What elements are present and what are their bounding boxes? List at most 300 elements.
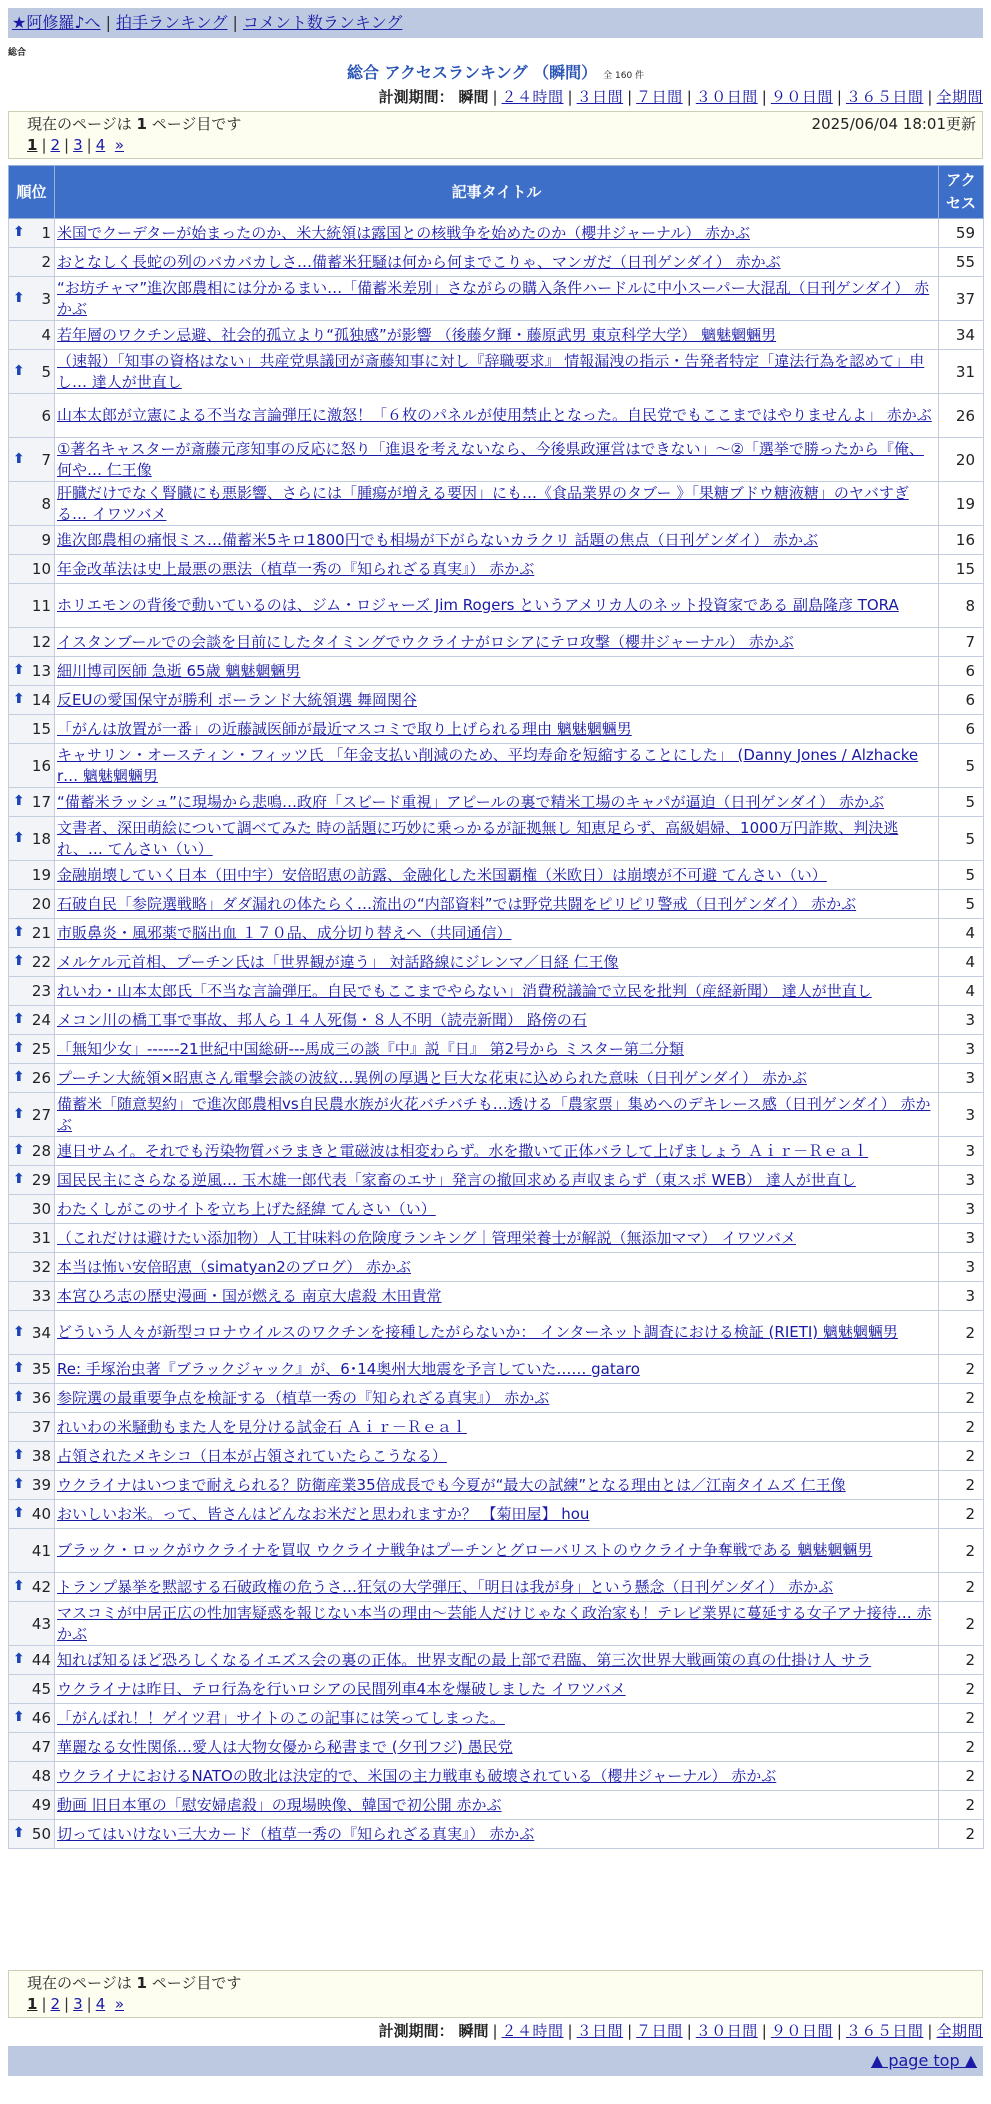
title-cell [55, 1762, 939, 1791]
rank-number: 14 [31, 691, 51, 709]
rank-cell [9, 628, 55, 657]
rank-number: 18 [31, 829, 51, 848]
page-link-4[interactable]: 4 [95, 136, 106, 154]
rank-number: 33 [31, 1287, 51, 1305]
table-row [9, 715, 984, 744]
footer-bar [8, 2046, 983, 2076]
period-separator: | [761, 2022, 767, 2040]
title-cell [55, 438, 939, 482]
rank-cell [9, 919, 55, 948]
article-title-link[interactable]: 本宮ひろ志の歴史漫画・国が燃える 南京大虐殺 木田貴常 [57, 1286, 442, 1305]
article-title-link[interactable]: ①著名キャスターが斎藤元彦知事の反応に怒り「進退を考えないなら、今後県政運営はできない」～②「選挙で勝ったから『俺、何や… 仁王像 [57, 439, 924, 479]
title-cell [55, 555, 939, 584]
rank-number: 37 [31, 1418, 51, 1436]
rank-up-arrow-icon: ⬆ [13, 924, 25, 940]
period-link-30d[interactable]: ３０日間 [695, 2022, 758, 2040]
rank-up-arrow-icon: ⬆ [13, 1142, 25, 1158]
rank-cell [9, 1442, 55, 1471]
rank-number: 12 [31, 633, 51, 651]
table-row [9, 1035, 984, 1064]
rank-cell [9, 438, 55, 482]
period-separator: | [927, 2022, 933, 2040]
table-row [9, 277, 984, 321]
pager-current-number: 1 [136, 115, 147, 133]
table-row [9, 1355, 984, 1384]
rank-number: 7 [41, 450, 51, 469]
title-cell [55, 1602, 939, 1646]
rank-cell [9, 788, 55, 817]
rank-number: 24 [31, 1011, 51, 1029]
table-row [9, 861, 984, 890]
article-title-link[interactable]: 肝臓だけでなく腎臓にも悪影響、さらには「腫瘍が増える要因」にも…《食品業界のタブー 》「果糖ブドウ糖液糖」のヤバすぎる… イワツバメ [57, 483, 909, 523]
article-title-link[interactable]: マスコミが中居正広の性加害疑惑を報じない本当の理由〜芸能人だけじゃなく政治家も！テレビ業界に蔓延する女子アナ接待… 赤かぶ [57, 1603, 932, 1643]
pager-separator: | [86, 136, 92, 154]
rank-number: 35 [31, 1360, 51, 1378]
table-row [9, 1646, 984, 1675]
pager-bottom [8, 1970, 983, 2018]
nav-link-comment-ranking[interactable]: コメント数ランキング [242, 13, 403, 32]
table-row [9, 1282, 984, 1311]
period-separator: | [836, 2022, 842, 2040]
title-cell [55, 1675, 939, 1704]
period-link-90d[interactable]: ９０日間 [770, 2022, 833, 2040]
article-title-link[interactable]: 動画 旧日本軍の「慰安婦虐殺」の現場映像、韓国で初公開 赤かぶ [57, 1795, 502, 1814]
article-title-link[interactable]: 年金改革法は史上最悪の悪法（植草一秀の『知られざる真実』） 赤かぶ [57, 559, 535, 578]
next-page-link[interactable]: » [114, 136, 124, 154]
access-count: 2 [939, 1471, 984, 1500]
table-row [9, 526, 984, 555]
rank-number: 47 [31, 1738, 51, 1756]
article-title-link[interactable]: ウクライナはいつまで耐えられる？防衛産業35倍成長でも今夏が“最大の試練”となる理由とは／江南タイムズ 仁王像 [57, 1475, 846, 1494]
pager-links [27, 135, 970, 156]
page-link-3[interactable]: 3 [73, 136, 83, 154]
table-row [9, 438, 984, 482]
rank-cell [9, 482, 55, 526]
table-row [9, 1166, 984, 1195]
article-title-link[interactable]: 国民民主にさらなる逆風… 玉木雄一郎代表「家畜のエサ」発言の撤回求める声収まらず（東スポ WEB） 達人が世直し [57, 1170, 856, 1189]
access-count: 5 [939, 788, 984, 817]
title-cell [55, 1166, 939, 1195]
rank-cell [9, 555, 55, 584]
title-cell [55, 1064, 939, 1093]
rank-number: 32 [31, 1258, 51, 1276]
table-row [9, 1602, 984, 1646]
period-separator: | [927, 88, 933, 106]
rank-number: 41 [31, 1541, 51, 1560]
rank-cell [9, 1500, 55, 1529]
access-count: 3 [939, 1224, 984, 1253]
article-title-link[interactable]: プーチン大統領×昭恵さん電撃会談の波紋…異例の厚遇と巨大な花束に込められた意味（日刊ゲンダイ） 赤かぶ [57, 1068, 807, 1087]
rank-up-arrow-icon: ⬆ [13, 1040, 25, 1056]
rank-number: 40 [31, 1505, 51, 1523]
pager-text: 現在のページは [27, 115, 132, 133]
pager-separator: | [64, 1995, 70, 2013]
article-title-link[interactable]: 米国でクーデターが始まったのか、米大統領は露国との核戦争を始めたのか（櫻井ジャーナル） 赤かぶ [57, 223, 750, 242]
table-row [9, 1675, 984, 1704]
table-row [9, 1006, 984, 1035]
page-top-link[interactable]: ▲ page top ▲ [870, 2051, 977, 2070]
access-count: 3 [939, 1166, 984, 1195]
table-row [9, 919, 984, 948]
pager-current-number: 1 [136, 1974, 147, 1992]
rank-number: 5 [41, 362, 51, 381]
title-cell [55, 1573, 939, 1602]
rank-number: 45 [31, 1680, 51, 1698]
rank-up-arrow-icon: ⬆ [13, 1389, 25, 1405]
rank-number: 48 [31, 1767, 51, 1785]
access-count: 8 [939, 584, 984, 628]
article-title-link[interactable]: 反EUの愛国保守が勝利 ポーランド大統領選 舞岡関谷 [57, 690, 417, 709]
article-title-link[interactable]: 華麗なる女性関係…愛人は大物女優から秘書まで (夕刊フジ) 愚民党 [57, 1737, 513, 1756]
rank-number: 28 [31, 1142, 51, 1160]
top-nav-bar [8, 8, 983, 38]
title-cell [55, 1282, 939, 1311]
nav-separator: | [232, 13, 238, 32]
article-title-link[interactable]: “備蓄米ラッシュ”に現場から悲鳴…政府「スピード重視」アピールの裏で精米工場のキャパが逼迫（日刊ゲンダイ） 赤かぶ [57, 792, 885, 811]
period-label: 計測期間： [378, 88, 454, 106]
period-selector-bottom [379, 2020, 983, 2041]
article-title-link[interactable]: メコン川の橋工事で事故、邦人ら１４人死傷・８人不明（読売新聞） 路傍の石 [57, 1010, 587, 1029]
period-separator: | [567, 88, 573, 106]
rank-number: 38 [31, 1447, 51, 1465]
title-cell [55, 482, 939, 526]
rank-cell [9, 1762, 55, 1791]
period-current: 瞬間 [458, 88, 489, 106]
article-title-link[interactable]: 文書者、深田萌絵について調べてみた 時の話題に巧妙に乗っかるが証拠無し 知恵足らず、高級娼婦、1000万円詐欺、判決逃れ、… てんさい（い） [57, 818, 899, 858]
rank-cell [9, 350, 55, 394]
access-count: 5 [939, 861, 984, 890]
header-rank [9, 166, 55, 219]
rank-up-arrow-icon: ⬆ [13, 362, 25, 379]
article-title-link[interactable]: 連日サムイ。それでも汚染物質バラまきと電磁波は相変わらず。水を撒いて正体バラして上げましょう Ａｉｒ－Ｒｅａｌ [57, 1141, 869, 1160]
access-count: 2 [939, 1573, 984, 1602]
article-title-link[interactable]: 本当は怖い安倍昭恵（simatyan2のブログ） 赤かぶ [57, 1257, 412, 1276]
rank-number: 26 [31, 1069, 51, 1087]
article-title-link[interactable]: 知れば知るほど恐ろしくなるイエズス会の裏の正体。世界支配の最上部で君臨、第三次世界大戦画策の真の仕掛け人 サラ [57, 1650, 872, 1669]
article-title-link[interactable]: キャサリン・オースティン・フィッツ氏 「年金支払い削減のため、平均寿命を短縮することにした」 (Danny Jones / Alzhacker… 魑魅魍魎男 [57, 745, 919, 785]
table-row [9, 584, 984, 628]
table-row [9, 1253, 984, 1282]
access-count: 4 [939, 919, 984, 948]
access-count: 3 [939, 1137, 984, 1166]
rank-number: 6 [41, 406, 51, 425]
rank-number: 11 [31, 596, 51, 615]
article-title-link[interactable]: 山本太郎が立憲による不当な言論弾圧に激怒！「６枚のパネルが使用禁止となった。自民党でもここまではやりませんよ」 赤かぶ [57, 406, 932, 424]
table-row [9, 1442, 984, 1471]
table-row [9, 1704, 984, 1733]
title-cell [55, 1791, 939, 1820]
article-title-link[interactable]: 市販鼻炎・風邪薬で脳出血 １７０品、成分切り替えへ（共同通信） [57, 923, 512, 942]
period-label: 計測期間： [378, 2022, 454, 2040]
rank-cell [9, 248, 55, 277]
access-count: 5 [939, 744, 984, 788]
rank-up-arrow-icon: ⬆ [13, 1323, 25, 1340]
rank-number: 16 [31, 756, 51, 775]
table-row [9, 1195, 984, 1224]
title-cell [55, 350, 939, 394]
article-title-link[interactable]: ウクライナにおけるNATOの敗北は決定的で、米国の主力戦車も破壊されている（櫻井ジャーナル） 赤かぶ [57, 1766, 777, 1785]
article-title-link[interactable]: 若年層のワクチン忌避、社会的孤立より“孤独感”が影響 （後藤夕輝・藤原武男 東京科学大学） 魑魅魍魎男 [57, 325, 777, 344]
header-access-label: アクセス [946, 171, 977, 212]
table-row [9, 1762, 984, 1791]
rank-up-arrow-icon: ⬆ [13, 224, 25, 240]
rank-number: 23 [31, 982, 51, 1000]
article-title-link[interactable]: れいわの米騒動もまた人を見分ける試金石 Ａｉｒ－Ｒｅａｌ [57, 1417, 467, 1436]
access-count: 2 [939, 1529, 984, 1573]
rank-number: 25 [31, 1040, 51, 1058]
access-count: 2 [939, 1704, 984, 1733]
rank-cell [9, 394, 55, 438]
article-title-link[interactable]: Re: 手塚治虫著『ブラックジャック』が、6･14奥州大地震を予言していた…… gataro [57, 1359, 640, 1378]
table-row [9, 628, 984, 657]
rank-cell [9, 1006, 55, 1035]
article-title-link[interactable]: 金融崩壊していく日本（田中宇）安倍昭恵の訪露、金融化した米国覇権（米欧日）は崩壊が不可避 てんさい（い） [57, 865, 827, 884]
page-link-3[interactable]: 3 [73, 1995, 83, 2013]
rank-cell [9, 1791, 55, 1820]
table-row [9, 948, 984, 977]
pager-separator: | [64, 136, 70, 154]
page-link-4[interactable]: 4 [95, 1995, 106, 2013]
article-title-link[interactable]: おとなしく長蛇の列のバカバカしさ…備蓄米狂騒は何から何までこりゃ、マンガだ（日刊ゲンダイ） 赤かぶ [57, 252, 781, 271]
header-rank-label: 順位 [16, 182, 47, 201]
table-row [9, 657, 984, 686]
period-separator: | [686, 88, 692, 106]
article-title-link[interactable]: おいしいお米。って、皆さんはどんなお米だと思われますか？ 【菊田屋】 hou [57, 1504, 590, 1523]
rank-cell [9, 1224, 55, 1253]
rank-number: 50 [31, 1825, 51, 1843]
title-cell [55, 686, 939, 715]
header-title: 記事タイトル [55, 166, 939, 219]
rank-number: 46 [31, 1709, 51, 1727]
period-separator: | [836, 88, 842, 106]
rank-cell [9, 861, 55, 890]
title-cell [55, 526, 939, 555]
period-link-7d[interactable]: ７日間 [636, 2022, 683, 2040]
period-separator: | [627, 2022, 633, 2040]
pager-top [8, 111, 983, 159]
rank-up-arrow-icon: ⬆ [13, 1171, 25, 1187]
table-row [9, 817, 984, 861]
rank-number: 49 [31, 1796, 51, 1814]
access-count: 2 [939, 1646, 984, 1675]
rank-cell [9, 977, 55, 1006]
table-row [9, 1093, 984, 1137]
table-row [9, 1471, 984, 1500]
table-row [9, 1224, 984, 1253]
section-label: 総合 [8, 48, 27, 58]
article-title-link[interactable]: “お坊チャマ”進次郎農相には分かるまい…「備蓄米差別」さながらの購入条件ハードルに中小スーパー大混乱（日刊ゲンダイ） 赤かぶ [57, 278, 930, 318]
rank-number: 4 [41, 326, 51, 344]
period-link-365d[interactable]: ３６５日間 [845, 2022, 924, 2040]
article-title-link[interactable]: どういう人々が新型コロナウイルスのワクチンを接種したがらないか： インターネット調査における検証 (RIETI) 魑魅魍魎男 [57, 1323, 898, 1341]
article-title-link[interactable]: 参院選の最重要争点を検証する（植草一秀の『知られざる真実』） 赤かぶ [57, 1388, 550, 1407]
rank-number: 19 [31, 866, 51, 884]
period-link-90d[interactable]: ９０日間 [770, 88, 833, 106]
rank-cell [9, 1384, 55, 1413]
rank-number: 2 [41, 253, 51, 271]
rank-up-arrow-icon: ⬆ [13, 1578, 25, 1594]
rank-number: 39 [31, 1476, 51, 1494]
next-page-link[interactable]: » [114, 1995, 124, 2013]
table-row [9, 788, 984, 817]
rank-number: 42 [31, 1578, 51, 1596]
article-title-link[interactable]: れいわ・山本太郎氏「不当な言論弾圧。自民でもここまでやらない」消費税議論で立民を批判（産経新聞） 達人が世直し [57, 981, 872, 1000]
access-count: 4 [939, 977, 984, 1006]
rank-cell [9, 1471, 55, 1500]
title-cell [55, 861, 939, 890]
rank-number: 13 [31, 662, 51, 680]
table-row [9, 248, 984, 277]
rank-cell [9, 1137, 55, 1166]
period-link-3d[interactable]: ３日間 [576, 88, 624, 106]
nav-separator: | [105, 13, 111, 32]
pager-separator: | [86, 1995, 92, 2013]
rank-up-arrow-icon: ⬆ [13, 1651, 25, 1667]
article-title-link[interactable]: 細川博司医師 急逝 65歳 魑魅魍魎男 [57, 661, 301, 680]
page-link-2[interactable]: 2 [50, 1995, 61, 2013]
period-link-24h[interactable]: ２４時間 [501, 2022, 564, 2040]
title-cell [55, 1471, 939, 1500]
access-count: 6 [939, 715, 984, 744]
nav-link-applause-ranking[interactable]: 拍手ランキング [115, 13, 228, 32]
title-cell [55, 788, 939, 817]
access-count: 5 [939, 817, 984, 861]
title-cell [55, 890, 939, 919]
access-count: 31 [939, 350, 984, 394]
rank-number: 10 [31, 560, 51, 578]
access-count: 7 [939, 628, 984, 657]
table-row [9, 219, 984, 248]
table-row [9, 394, 984, 438]
access-count: 2 [939, 1384, 984, 1413]
title-cell [55, 1093, 939, 1137]
title-cell [55, 628, 939, 657]
table-row [9, 1529, 984, 1573]
rank-up-arrow-icon: ⬆ [13, 1105, 25, 1122]
title-cell [55, 948, 939, 977]
rank-cell [9, 1733, 55, 1762]
access-count: 37 [939, 277, 984, 321]
period-link-24h[interactable]: ２４時間 [501, 88, 564, 106]
table-row [9, 1384, 984, 1413]
period-link-3d[interactable]: ３日間 [576, 2022, 624, 2040]
title-cell [55, 248, 939, 277]
period-link-all[interactable]: 全期間 [936, 2022, 983, 2040]
table-row [9, 1820, 984, 1849]
article-title-link[interactable]: （これだけは避けたい添加物）人工甘味料の危険度ランキング｜管理栄養士が解説（無添加ママ） イワツバメ [57, 1228, 797, 1247]
period-link-30d[interactable]: ３０日間 [695, 88, 758, 106]
article-title-link[interactable]: 占領されたメキシコ（日本が占領されていたらこうなる） [57, 1446, 447, 1465]
period-link-all[interactable]: 全期間 [936, 88, 983, 106]
title-cell [55, 1035, 939, 1064]
period-separator: | [492, 88, 498, 106]
rank-up-arrow-icon: ⬆ [13, 691, 25, 707]
rank-cell [9, 1820, 55, 1849]
rank-number: 29 [31, 1171, 51, 1189]
period-link-365d[interactable]: ３６５日間 [845, 88, 924, 106]
article-title-link[interactable]: 「がんは放置が一番」の近藤誠医師が最近マスコミで取り上げられる理由 魑魅魍魎男 [57, 719, 632, 738]
title-cell [55, 1413, 939, 1442]
title-cell [55, 1646, 939, 1675]
article-title-link[interactable]: 備蓄米「随意契約」で進次郎農相vs自民農水族が火花バチバチも…透ける「農家票」集めへのデキレース感（日刊ゲンダイ） 赤かぶ [57, 1094, 931, 1134]
page-1-current: 1 [27, 1995, 38, 2013]
nav-link-asyura[interactable]: ★阿修羅♪へ [12, 13, 101, 32]
table-row [9, 1064, 984, 1093]
article-title-link[interactable]: わたくしがこのサイトを立ち上げた経緯 てんさい（い） [57, 1199, 436, 1218]
rank-cell [9, 715, 55, 744]
access-count: 2 [939, 1311, 984, 1355]
rank-cell [9, 1166, 55, 1195]
rank-cell [9, 1646, 55, 1675]
article-title-link[interactable]: 「無知少女」------21世紀中国総研---馬成三の談『中』説『日』 第2号から ミスター第二分類 [57, 1039, 684, 1058]
article-title-link[interactable]: （速報）「知事の資格はない」共産党県議団が斎藤知事に対し『辞職要求』 情報漏洩の指示・告発者特定「違法行為を認めて」申し… 達人が世直し [57, 351, 925, 391]
table-row [9, 744, 984, 788]
rank-cell [9, 1282, 55, 1311]
article-title-link[interactable]: メルケル元首相、プーチン氏は「世界観が違う」 対話路線にジレンマ／日経 仁王像 [57, 952, 619, 971]
table-row [9, 1573, 984, 1602]
ranking-rows [9, 219, 984, 1849]
rank-up-arrow-icon: ⬆ [13, 1825, 25, 1841]
rank-cell [9, 584, 55, 628]
rank-number: 30 [31, 1200, 51, 1218]
access-count: 3 [939, 1195, 984, 1224]
article-title-link[interactable]: ウクライナは昨日、テロ行為を行いロシアの民間列車4本を爆破しました イワツバメ [57, 1679, 626, 1698]
period-link-7d[interactable]: ７日間 [636, 88, 683, 106]
rank-number: 20 [31, 895, 51, 913]
article-title-link[interactable]: 石破自民「参院選戦略」ダダ漏れの体たらく…流出の“内部資料”では野党共闘をピリピリ警戒（日刊ゲンダイ） 赤かぶ [57, 894, 857, 913]
access-count: 2 [939, 1442, 984, 1471]
access-count: 2 [939, 1675, 984, 1704]
article-title-link[interactable]: 進次郎農相の痛恨ミス…備蓄米5キロ1800円でも相場が下がらないカラクリ 話題の焦点（日刊ゲンダイ） 赤かぶ [57, 530, 819, 549]
rank-cell [9, 1253, 55, 1282]
access-count: 2 [939, 1762, 984, 1791]
period-separator: | [761, 88, 767, 106]
rank-number: 17 [31, 793, 51, 811]
rank-up-arrow-icon: ⬆ [13, 953, 25, 969]
rank-up-arrow-icon: ⬆ [13, 793, 25, 809]
access-count: 4 [939, 948, 984, 977]
rank-number: 21 [31, 924, 51, 942]
rank-cell [9, 277, 55, 321]
table-row [9, 1137, 984, 1166]
access-count: 3 [939, 1006, 984, 1035]
rank-up-arrow-icon: ⬆ [13, 1505, 25, 1521]
title-cell [55, 277, 939, 321]
rank-number: 34 [31, 1323, 51, 1342]
title-cell [55, 1733, 939, 1762]
access-count: 3 [939, 1035, 984, 1064]
title-cell [55, 1442, 939, 1471]
rank-number: 22 [31, 953, 51, 971]
article-title-link[interactable]: トランプ暴挙を黙認する石破政権の危うさ…狂気の大学弾圧、「明日は我が身」という懸念（日刊ゲンダイ） 赤かぶ [57, 1577, 834, 1596]
rank-number: 3 [41, 289, 51, 308]
article-title-link[interactable]: ホリエモンの背後で動いているのは、ジム・ロジャーズ Jim Rogers というアメリカ人のネット投資家である 副島隆彦 TORA [57, 596, 899, 614]
pager-separator: | [41, 1995, 47, 2013]
article-title-link[interactable]: 切ってはいけない三大カード（植草一秀の『知られざる真実』） 赤かぶ [57, 1824, 535, 1843]
title-cell [55, 1195, 939, 1224]
rank-cell [9, 1355, 55, 1384]
article-title-link[interactable]: ブラック・ロックがウクライナを買収 ウクライナ戦争はプーチンとグローバリストのウクライナ争奪戦である 魑魅魍魎男 [57, 1541, 873, 1559]
article-title-link[interactable]: 「がんばれ！！ゲイツ君」サイトのこの記事には笑ってしまった。 [57, 1708, 505, 1727]
access-count: 5 [939, 890, 984, 919]
rank-cell [9, 1704, 55, 1733]
access-count: 20 [939, 438, 984, 482]
page-link-2[interactable]: 2 [50, 136, 61, 154]
table-row [9, 350, 984, 394]
article-title-link[interactable]: イスタンブールでの会談を目前にしたタイミングでウクライナがロシアにテロ攻撃（櫻井ジャーナル） 赤かぶ [57, 632, 794, 651]
rank-cell [9, 1602, 55, 1646]
ranking-table [8, 165, 984, 1849]
